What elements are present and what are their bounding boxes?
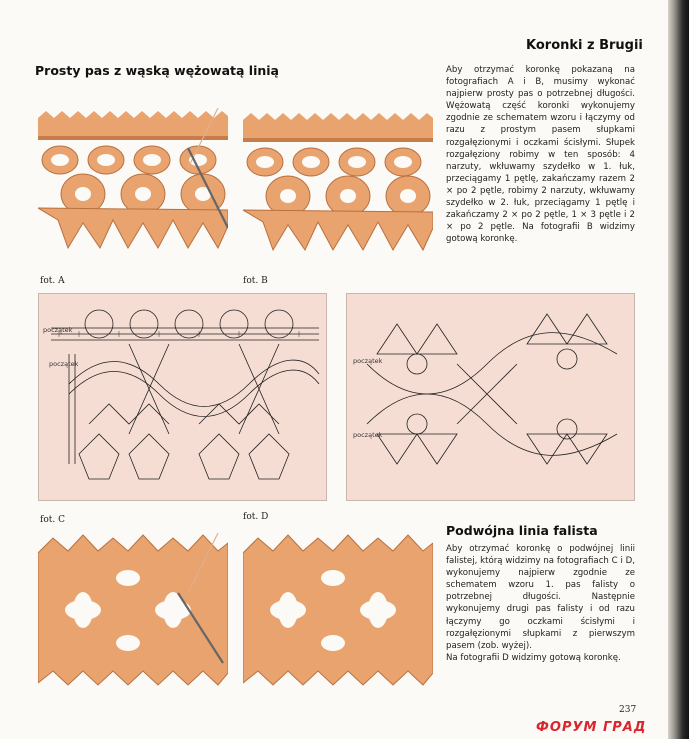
book-spine: [668, 0, 689, 739]
diagram-1-start-label-top: początek: [43, 326, 73, 334]
section-title-1: Prosty pas z wąską wężowatą linią: [35, 63, 279, 78]
section-2-paragraph: [446, 543, 635, 664]
forum-watermark: ФОРУМ ГРАД: [536, 720, 647, 735]
photo-c: [38, 533, 228, 688]
diagram-2-start-label-bottom: początek: [353, 431, 383, 439]
caption-fot-a: fot. A: [40, 276, 65, 286]
intro-text: Aby otrzymać koronkę pokazaną na fotografiach A i B, musimy wykonać najpierw prosty pas o potrzebnej długości. Wężowatą część koronki wykonujemy zgodnie ze schematem wzoru i łączymy od razu z prostym pasem słupkami rozgałęzionymi i oczkami ścisłymi. Słupek rozgałęziony robimy w ten sposób: 4 narzuty, wkłuwamy szydełko w 1. łuk, przeciągamy 1 pętlę, zakańczamy razem 2 × po 2 pętle, robimy 2 narzuty, wkłuwamy szydełko w 2. łuk, przeciągamy 1 pętlę i zakańczamy 2 × po 2 pętle, 1 × 3 pętle i 2 × po 2 pętle. Na fotografii B widzimy gotową koronkę.: [446, 65, 635, 245]
section-2-text: Aby otrzymać koronkę o podwójnej linii falistej, którą widzimy na fotografiach C i D, wykonujemy najpierw zgodnie ze schematem wzoru 1. pas falisty o potrzebnej długości. Następnie wykonujemy drugi pas falisty i od razu łączymy go oczkami ścisłymi i rozgałęzionymi słupkami z pierwszym pasem (zob. wyżej).: [446, 544, 635, 651]
lace-photo-a-image: [38, 108, 228, 254]
page-number: 237: [619, 705, 637, 715]
lace-photo-b-image: [243, 108, 433, 254]
diagram-1-chart: [39, 294, 326, 500]
photo-d: [243, 533, 433, 688]
diagram-2-start-label-top: początek: [353, 357, 383, 365]
diagram-1-start-label-mid: początek: [49, 360, 79, 368]
lace-photo-d-image: [243, 533, 433, 688]
chapter-title: Koronki z Brugii: [526, 38, 643, 53]
caption-fot-c: fot. C: [40, 515, 65, 525]
lace-photo-c-image: [38, 533, 228, 688]
crochet-diagram-1: [38, 293, 327, 501]
photo-b: [243, 108, 433, 254]
caption-fot-d: fot. D: [243, 512, 269, 522]
crochet-diagram-2: [346, 293, 635, 501]
section-title-2: Podwójna linia falista: [446, 523, 598, 538]
caption-fot-b: fot. B: [243, 276, 268, 286]
photo-a: [38, 108, 228, 254]
intro-paragraph: [446, 64, 635, 245]
section-2-result-text: Na fotografii D widzimy gotową koronkę.: [446, 652, 621, 663]
diagram-2-chart: [347, 294, 634, 500]
